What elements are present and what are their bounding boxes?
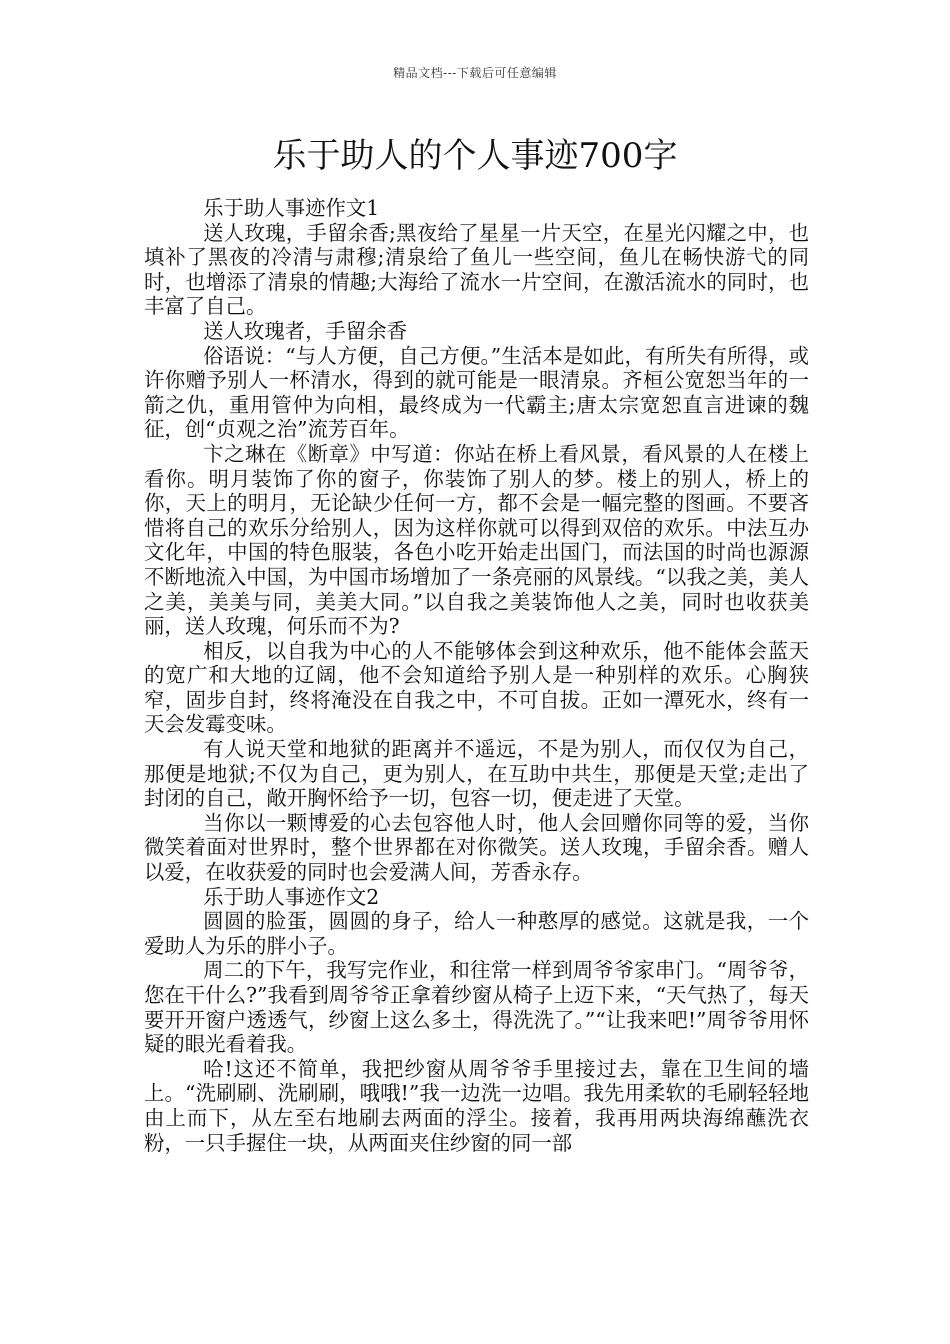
paragraph: 卞之琳在《断章》中写道：你站在桥上看风景，看风景的人在楼上看你。明月装饰了你的窗子，你装饰了别人的梦。楼上的别人，桥上的你，天上的明月，无论缺少任何一方，都不会是一幅完整的图画。不要吝惜将自己的欢乐分给别人，因为这样你就可以得到双倍的欢乐。中法互办文化年，中国的特色服装，各色小吃开始走出国门，而法国的时尚也源源不断地流入中国，为中国市场增加了一条亮丽的风景线。“以我之美，美人之美，美美与同，美美大同。”以自我之美装饰他人之美，同时也收获美丽，送人玫瑰，何乐而不为? — [144, 441, 809, 639]
document-title: 乐于助人的个人事迹700字 — [272, 136, 678, 176]
paragraph: 送人玫瑰者，手留余香 — [203, 318, 408, 343]
paragraph: 周二的下午，我写完作业，和往常一样到周爷爷家串门。“周爷爷，您在干什么?”我看到周爷爷正拿着纱窗从椅子上迈下来，“天气热了，每天要开开窗户透透气，纱窗上这么多土，得洗洗了。”“让我来吧!”周爷爷用怀疑的眼光看着我。 — [144, 958, 809, 1057]
paragraph: 哈!这还不简单，我把纱窗从周爷爷手里接过去，靠在卫生间的墙上。“洗刷刷、洗刷刷，哦哦!”我一边洗一边唱。我先用柔软的毛刷轻轻地由上而下，从左至右地刷去两面的浮尘。接着，我再用两块海绵蘸洗衣粉，一只手握住一块，从两面夹住纱窗的同一部 — [144, 1056, 809, 1155]
paragraph: 俗语说：“与人方便，自己方便。”生活本是如此，有所失有所得，或许你赠予别人一杯清水，得到的就可能是一眼清泉。齐桓公宽恕当年的一箭之仇，重用管仲为向相，最终成为一代霸主;唐太宗宽恕直言进谏的魏征，创“贞观之治”流芳百年。 — [144, 343, 809, 442]
section-heading: 乐于助人事迹作文2 — [203, 884, 380, 909]
document-body — [144, 196, 809, 1155]
paragraph: 当你以一颗博爱的心去包容他人时，他人会回赠你同等的爱，当你微笑着面对世界时，整个世界都在对你微笑。送人玫瑰，手留余香。赠人以爱，在收获爱的同时也会爱满人间，芳香永存。 — [144, 810, 809, 885]
paragraph: 相反，以自我为中心的人不能够体会到这种欢乐，他不能体会蓝天的宽广和大地的辽阔，他不会知道给予别人是一种别样的欢乐。心胸狭窄，固步自封，终将淹没在自我之中，不可自拔。正如一潭死水，终有一天会发霉变味。 — [144, 638, 809, 737]
paragraph: 圆圆的脸蛋，圆圆的身子，给人一种憨厚的感觉。这就是我，一个爱助人为乐的胖小子。 — [144, 909, 809, 958]
section-heading: 乐于助人事迹作文1 — [203, 196, 380, 220]
paragraph: 有人说天堂和地狱的距离并不遥远，不是为别人，而仅仅为自己，那便是地狱;不仅为自己，更为别人，在互助中共生，那便是天堂;走出了封闭的自己，敞开胸怀给予一切，包容一切，便走进了天堂。 — [144, 737, 809, 811]
page-header: 精品文档---下载后可任意编辑 — [393, 66, 557, 80]
paragraph: 送人玫瑰，手留余香;黑夜给了星星一片天空，在星光闪耀之中，也填补了黑夜的冷清与肃穆;清泉给了鱼儿一些空间，鱼儿在畅快游弋的同时，也增添了清泉的情趣;大海给了流水一片空间，在激活流水的同时，也丰富了自己。 — [144, 220, 809, 319]
